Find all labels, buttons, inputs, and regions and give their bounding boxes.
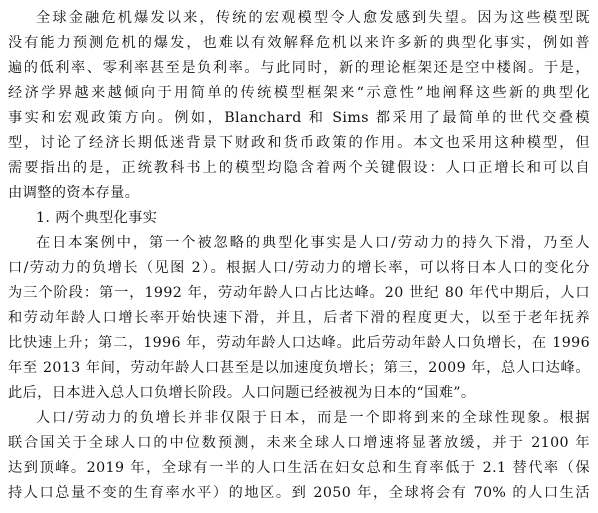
paragraph-line: 由调整的资本存量。 (8, 185, 140, 201)
section-heading: 1. 两个典型化事实 (36, 210, 158, 226)
paragraph-line: 在日本案例中，第一个被忽略的典型化事实是人口/劳动力的持久下滑，乃至人 (36, 235, 590, 251)
paragraph-line: 达到顶峰。2019 年，全球有一半的人口生活在妇女总和生育率低于 2.1 替代率（保 (8, 460, 590, 476)
paragraph-line: 需要指出的是，正统教科书上的模型均隐含着两个关键假设：人口正增长和可以自 (8, 160, 590, 176)
paragraph-line: 此后，日本进入总人口负增长阶段。人口问题已经被视为日本的“国难”。 (8, 385, 476, 401)
paragraph-line: 和劳动年龄人口增长率开始快速下滑，并且，后者下滑的程度更大，以至于老年抚养 (8, 310, 590, 326)
paragraph-line: 人口/劳动力的负增长并非仅限于日本，而是一个即将到来的全球性现象。根据 (36, 410, 590, 426)
paragraph-line: 联合国关于全球人口的中位数预测，未来全球人口增速将显著放缓，并于 2100 年 (8, 435, 590, 451)
paragraph-line: 比快速上升；第二，1996 年，劳动年龄人口达峰。此后劳动年龄人口负增长，在 1996 (8, 335, 590, 351)
paragraph-line: 为三个阶段：第一，1992 年，劳动年龄人口占比达峰。20 世纪 80 年代中期后，人口 (8, 285, 590, 301)
paragraph-line: 没有能力预测危机的爆发，也难以有效解释危机以来许多新的典型化事实，例如普 (8, 35, 590, 51)
paragraph-line: 年至 2013 年间，劳动年龄人口甚至是以加速度负增长；第三，2009 年，总人口达峰。 (8, 360, 591, 376)
paragraph-line: 事实和宏观政策方向。例如，Blanchard 和 Sims 都采用了最简单的世代交叠模 (8, 110, 590, 126)
paragraph-line: 经济学界越来越倾向于用简单的传统模型框架来“示意性”地阐释这些新的典型化 (8, 85, 590, 101)
paragraph-line: 口/劳动力的负增长（见图 2）。根据人口/劳动力的增长率，可以将日本人口的变化分 (8, 260, 590, 276)
paragraph-line: 持人口总量不变的生育率水平）的地区。到 2050 年，全球将会有 70% 的人口生活 (8, 485, 590, 501)
paragraph-line: 全球金融危机爆发以来，传统的宏观模型令人愈发感到失望。因为这些模型既 (36, 10, 590, 26)
paragraph-line: 遍的低利率、零利率甚至是负利率。与此同时，新的理论框架还是空中楼阁。于是， (8, 60, 590, 76)
paragraph-line: 型，讨论了经济长期低迷背景下财政和货币政策的作用。本文也采用这种模型，但 (8, 135, 590, 151)
